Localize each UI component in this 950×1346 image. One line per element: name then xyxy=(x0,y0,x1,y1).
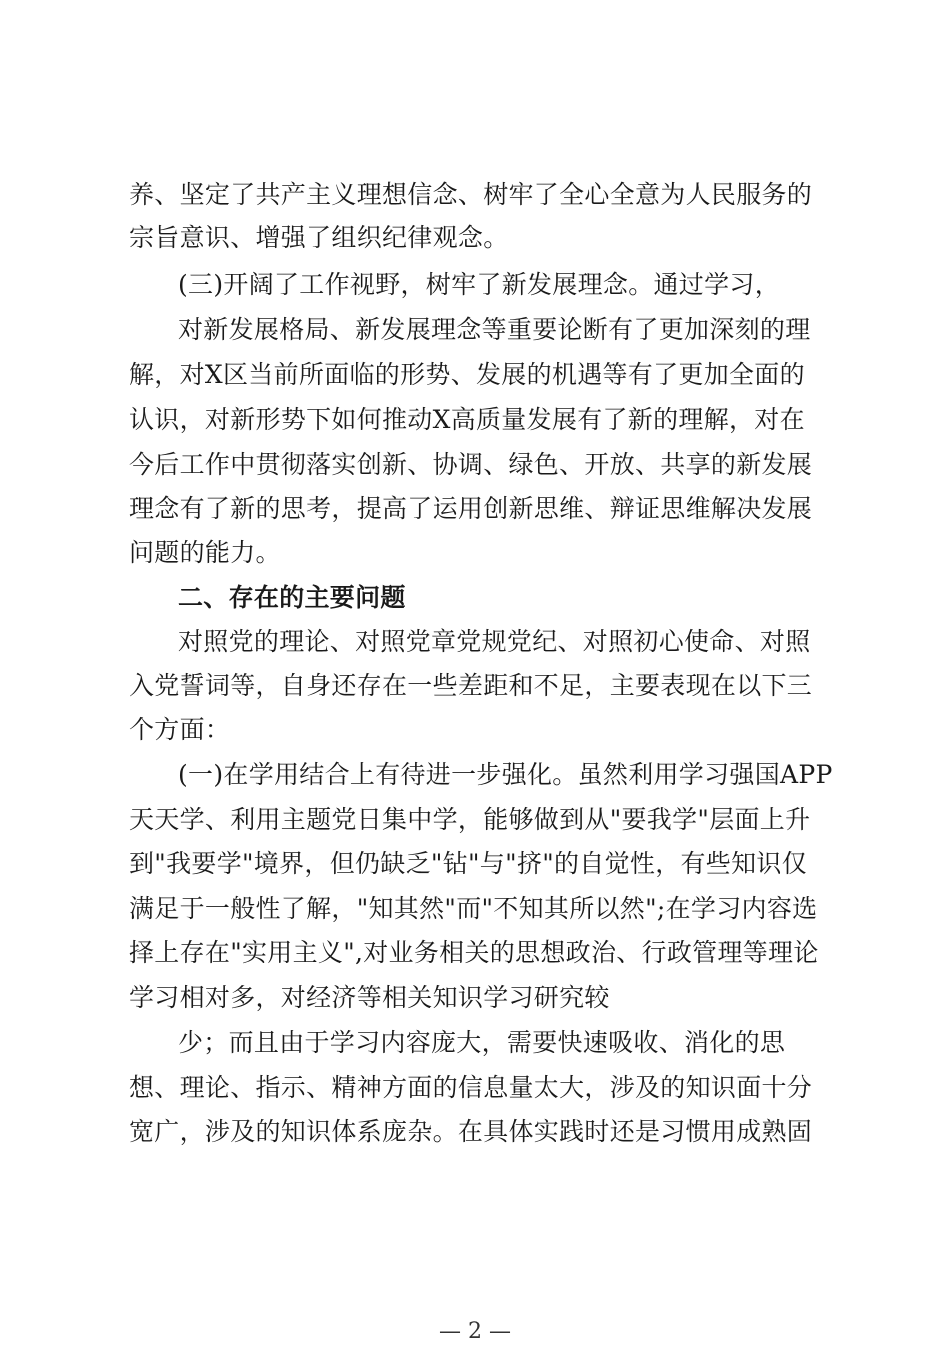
section-heading: 二、存在的主要问题 xyxy=(178,583,406,612)
page-number: — 2 — xyxy=(439,1319,511,1344)
text-line: 择上存在"实用主义",对业务相关的思想政治、行政管理等理论 xyxy=(129,938,819,967)
text-line: 对新发展格局、新发展理念等重要论断有了更加深刻的理 xyxy=(178,315,811,344)
text-line: 少；而且由于学习内容庞大，需要快速吸收、消化的思 xyxy=(178,1028,786,1057)
text-line: 宽广，涉及的知识体系庞杂。在具体实践时还是习惯用成熟固 xyxy=(129,1117,813,1146)
text-line: 入党誓词等，自身还存在一些差距和不足，主要表现在以下三 xyxy=(129,671,813,700)
text-line: 养、坚定了共产主义理想信念、树牢了全心全意为人民服务的 xyxy=(129,180,813,209)
text-line: 问题的能力。 xyxy=(129,538,281,567)
section-subheading: (一)在学用结合上有待进一步强化。虽然利用学习强国APP xyxy=(178,760,833,789)
text-line: 想、理论、指示、精神方面的信息量太大，涉及的知识面十分 xyxy=(129,1073,813,1102)
text-line: 对照党的理论、对照党章党规党纪、对照初心使命、对照 xyxy=(178,627,811,656)
text-line: 解，对X区当前所面临的形势、发展的机遇等有了更加全面的 xyxy=(129,360,805,389)
section-subheading: (三)开阔了工作视野，树牢了新发展理念。通过学习， xyxy=(178,270,781,299)
text-line: 天天学、利用主题党日集中学，能够做到从"要我学"层面上升 xyxy=(129,805,811,834)
text-line: 满足于一般性了解，"知其然"而"不知其所以然";在学习内容选 xyxy=(129,894,818,923)
text-line: 今后工作中贯彻落实创新、协调、绿色、开放、共享的新发展 xyxy=(129,450,813,479)
text-line: 理念有了新的思考，提高了运用创新思维、辩证思维解决发展 xyxy=(129,494,813,523)
text-line: 认识，对新形势下如何推动X高质量发展有了新的理解，对在 xyxy=(129,405,805,434)
text-line: 宗旨意识、增强了组织纪律观念。 xyxy=(129,223,509,252)
text-line: 个方面： xyxy=(129,715,231,744)
text-line: 到"我要学"境界，但仍缺乏"钻"与"挤"的自觉性，有些知识仅 xyxy=(129,849,807,878)
text-line: 学习相对多，对经济等相关知识学习研究较 xyxy=(129,983,610,1012)
